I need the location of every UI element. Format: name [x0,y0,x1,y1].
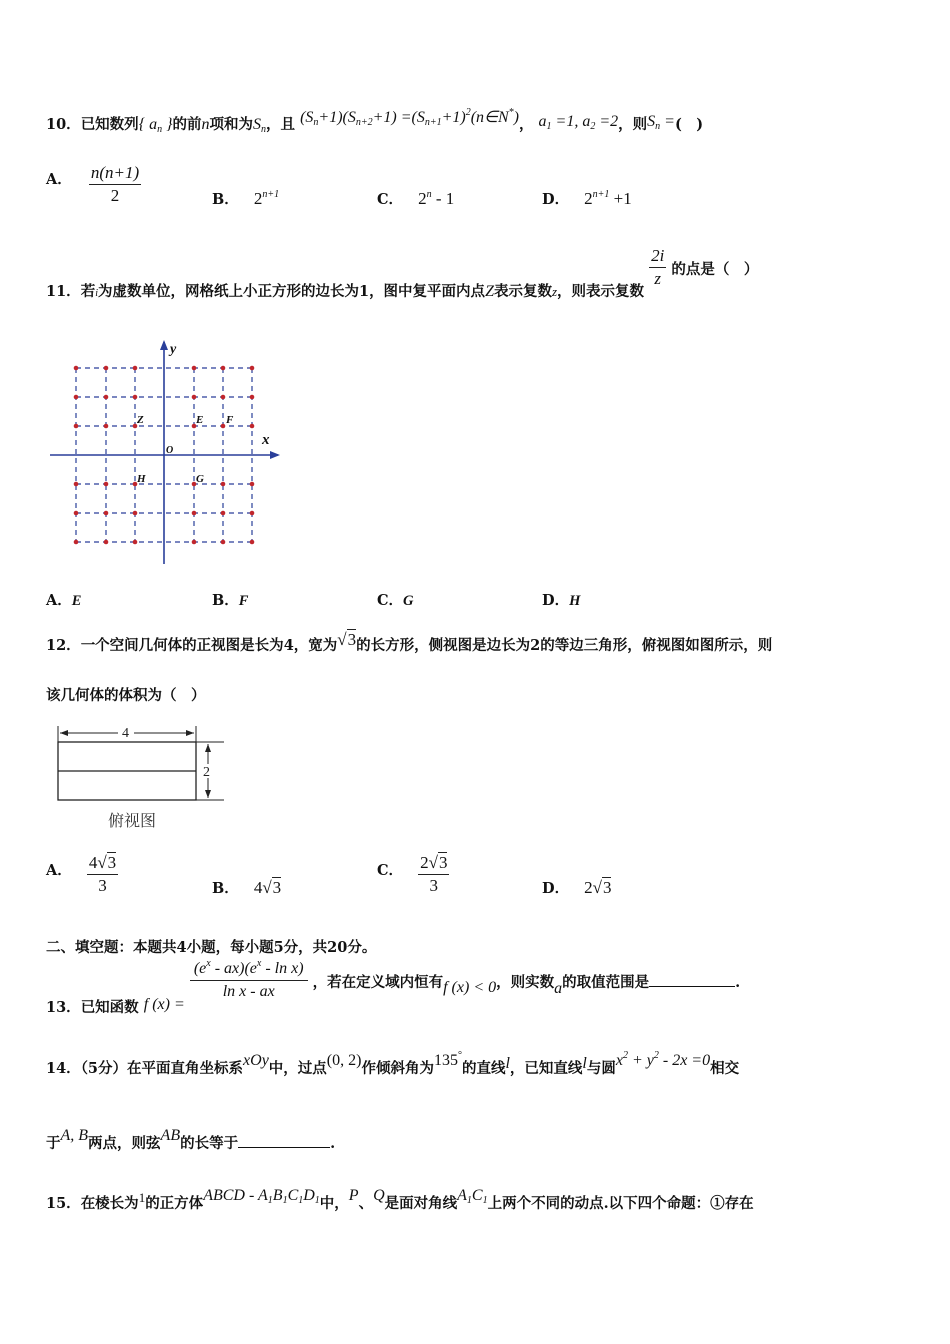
q10-option-a[interactable]: A． $\frac{n(n+1)}{2}$ [46,163,140,205]
q10-number: 10． [46,116,81,133]
top-dim-label: 4 [122,726,129,741]
q14-answer-blank[interactable] [238,1147,330,1148]
x-axis-arrow-icon [270,451,280,459]
q11-option-b[interactable]: B．F [212,592,249,609]
q11-stem: 11．若i为虚数单位，网格纸上小正方形的边长为1，图中复平面内点Z表示复数z，则表示复数 $\frac{2i}{z}$ 的点是（ ） [46,246,759,300]
q13-stem: 13．已知函数 f (x) = $\frac{(e^x - ax)(e^x - \ln x)}{\text{ln x - ax}}$ ，若在定义域内恒有f (x) < 0，则实数a的取值范围是 . [46,958,741,1016]
point-z-label: Z [137,414,144,426]
q13-fraction: $\frac{(e^x - ax)(e^x - \ln x)}{\text{ln x - ax}}$ [190,958,308,1001]
dim-arrow-right-icon [186,730,194,736]
q11-option-d[interactable]: D．H [542,592,581,609]
q14-stem-line2: 于A, B两点，则弦AB的长等于 . [46,1127,336,1152]
q14-stem: 14．（5分）在平面直角坐标系xOy中，过点(0, 2)作倾斜角为135°的直线l，已知直线l与圆$x^2 + y^2 - 2x =0$相交 [46,1050,740,1077]
y-axis-arrow-icon [160,340,168,350]
axis-x-label: x [262,432,270,448]
q12-option-a[interactable]: A． $\frac{4√3}{3}$ [46,853,117,895]
q10-option-c[interactable]: C． 2$^n$ - 1 [377,189,455,208]
dim-arrow-left-icon [60,730,68,736]
q15-number: 15． [46,1195,81,1212]
section-title: 二、填空题：本题共4小题，每小题5分，共20分。 [46,939,377,956]
top-view-figure [52,722,227,834]
point-f-label: F [226,414,234,426]
q12-option-b[interactable]: B． 4√3 [212,878,282,897]
q10-condition: $(S_n+1)(S_{n+2}+1)$ $=(S_{n+1}+1)^2(n\in N^*)$ [300,107,519,128]
dim-arrow-up-icon [205,744,211,752]
point-g-label: G [196,473,204,485]
axes [50,342,278,564]
q12-stem: 12．一个空间几何体的正视图是长为4，宽为√3的长方形，侧视图是边长为2的等边三角形，俯视图如图所示，则 [46,630,773,654]
q10-option-b[interactable]: B． $2^{n+1}$ [212,189,280,208]
q13-number: 13． [46,998,81,1016]
q13-answer-blank[interactable] [649,986,735,987]
point-h-label: H [137,473,146,485]
axis-y-label: y [170,342,177,357]
q10-initial: $a_1 =1$, $a_2 =2$ [538,113,619,132]
complex-plane-figure [46,336,286,572]
dim-arrow-down-icon [205,790,211,798]
q12-option-d[interactable]: D． 2√3 [542,878,612,897]
top-view-caption: 俯视图 [108,811,157,830]
q12-option-c[interactable]: C． $\frac{2√3}{3}$ [377,853,448,895]
q11-fraction: $\frac{2i}{z}$ [651,246,665,288]
q14-number: 14． [46,1060,81,1077]
origin-label: O [166,445,174,456]
q12-number: 12． [46,637,81,654]
right-dim-label: 2 [203,765,210,780]
point-e-label: E [196,414,204,426]
q11-number: 11． [46,282,81,300]
q12-stem-line2: 该几何体的体积为（ ） [46,687,206,704]
q15-stem: 15．在棱长为1的正方体ABCD - $A_1B_1C_1D_1$中，P、Q是面对角线$A_1C_1$上两个不同的动点.以下四个命题：①存在 [46,1187,754,1212]
q11-option-a[interactable]: A．E [46,592,82,609]
q10-option-d[interactable]: D． $2^{n+1} +1$ [542,189,632,208]
q10-stem: 10．已知数列{ $a_n$ }的前n项和为$S_n$，且 $(S_n+1)(S_{n+2}+1)$ $=(S_{n+1}+1)^2(n\in N^*)$， $a_1 =1$, $a_2 =2$，则$S_n$ =( ) [46,107,704,135]
q11-option-c[interactable]: C．G [377,592,414,609]
